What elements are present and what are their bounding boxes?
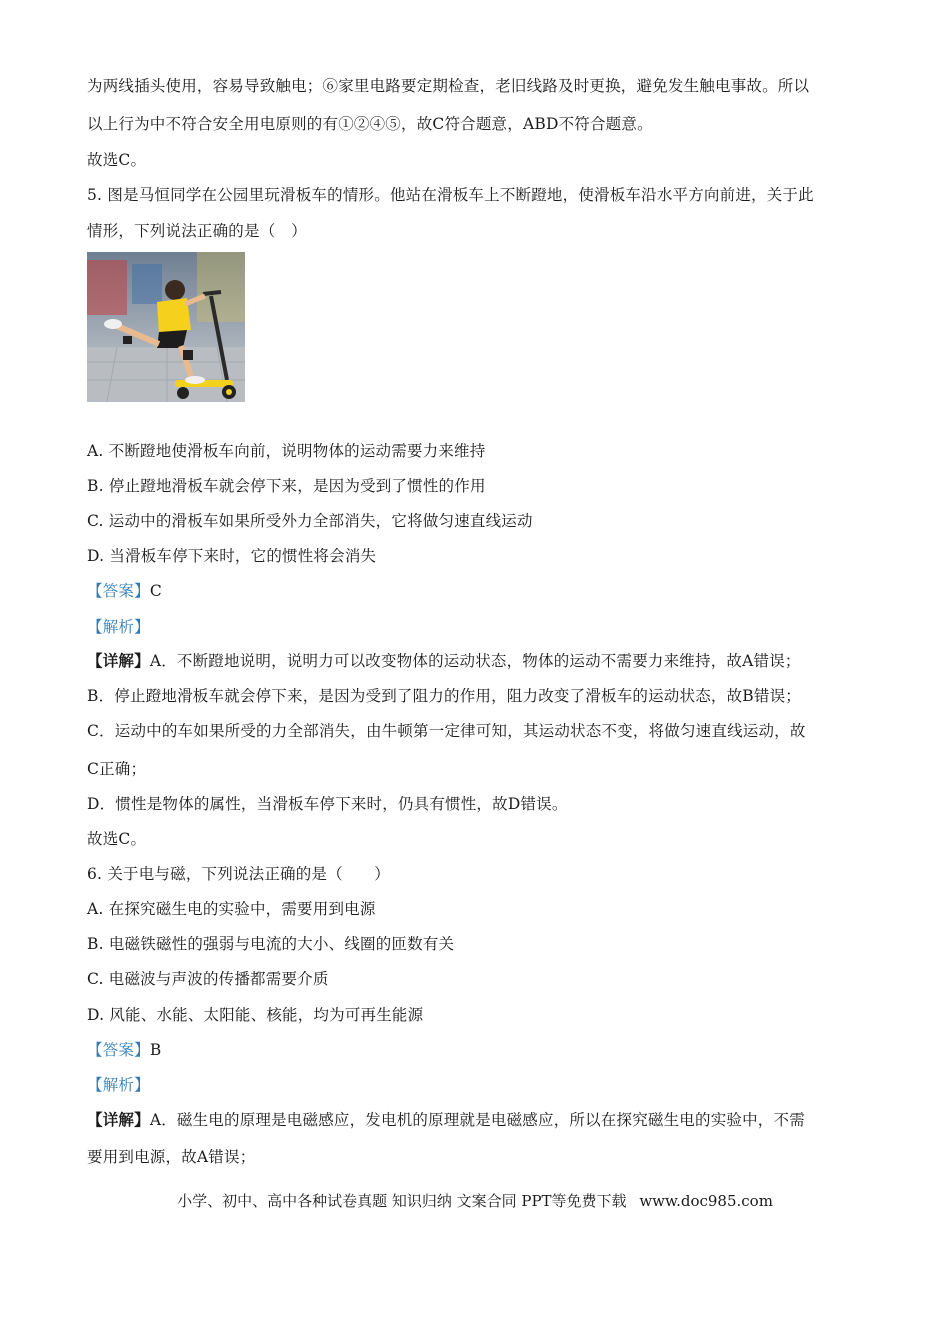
text-line: 为两线插头使用，容易导致触电；⑥家里电路要定期检查，老旧线路及时更换，避免发生触电事故。所以 — [87, 77, 810, 95]
conclusion-line: 故选C。 — [87, 830, 147, 848]
detail-tag: 【详解】 — [87, 1110, 150, 1129]
explanation-line: B．停止蹬地滑板车就会停下来，是因为受到了阻力的作用，阻力改变了滑板车的运动状态，故B错误； — [87, 687, 801, 705]
detail-tag: 【详解】 — [87, 651, 150, 670]
option-a: A. 在探究磁生电的实验中，需要用到电源 — [87, 900, 376, 918]
question-6-stem: 6. 关于电与磁，下列说法正确的是（ ） — [87, 865, 390, 883]
answer-value: C — [149, 582, 162, 600]
explanation-text: A．不断蹬地说明，说明力可以改变物体的运动状态，物体的运动不需要力来维持，故A错误； — [149, 652, 801, 670]
explanation-line: C正确； — [87, 760, 147, 778]
explanation-line: 要用到电源，故A错误； — [87, 1148, 256, 1166]
explanation-line: C．运动中的车如果所受的力全部消失，由牛顿第一定律可知，其运动状态不变，将做匀速直线运动，故 — [87, 722, 806, 740]
option-d: D. 当滑板车停下来时，它的惯性将会消失 — [87, 547, 377, 565]
page-footer — [0, 1191, 950, 1211]
option-a: A. 不断蹬地使滑板车向前，说明物体的运动需要力来维持 — [87, 442, 486, 460]
question-5-stem: 5. 图是马恒同学在公园里玩滑板车的情形。他站在滑板车上不断蹬地，使滑板车沿水平方向前进，关于此 — [87, 186, 814, 204]
scooter-photo — [87, 252, 245, 402]
explanation-line — [87, 651, 801, 671]
option-d: D. 风能、水能、太阳能、核能，均为可再生能源 — [87, 1006, 424, 1024]
analysis-tag: 【解析】 — [87, 618, 150, 636]
text-line: 故选C。 — [87, 151, 147, 169]
analysis-tag: 【解析】 — [87, 1076, 150, 1094]
option-b: B. 停止蹬地滑板车就会停下来，是因为受到了惯性的作用 — [87, 477, 486, 495]
answer-tag: 【答案】 — [87, 1041, 150, 1059]
explanation-line — [87, 1110, 805, 1130]
option-c: C. 运动中的滑板车如果所受外力全部消失，它将做匀速直线运动 — [87, 512, 533, 530]
answer-5 — [87, 581, 162, 601]
footer-text: 小学、初中、高中各种试卷真题 知识归纳 文案合同 PPT等免费下载 — [177, 1192, 627, 1210]
explanation-line: D．惯性是物体的属性，当滑板车停下来时，仍具有惯性，故D错误。 — [87, 795, 568, 813]
footer-url[interactable]: www.doc985.com — [639, 1192, 773, 1210]
question-5-stem-cont: 情形，下列说法正确的是（ ） — [87, 222, 307, 240]
explanation-text: A．磁生电的原理是电磁感应，发电机的原理就是电磁感应，所以在探究磁生电的实验中，不需 — [149, 1111, 805, 1129]
scooter-illustration — [87, 252, 245, 402]
answer-tag: 【答案】 — [87, 582, 150, 600]
answer-value: B — [149, 1041, 162, 1059]
text-line: 以上行为中不符合安全用电原则的有①②④⑤，故C符合题意，ABD不符合题意。 — [87, 115, 653, 133]
answer-6 — [87, 1040, 161, 1060]
option-c: C. 电磁波与声波的传播都需要介质 — [87, 970, 329, 988]
option-b: B. 电磁铁磁性的强弱与电流的大小、线圈的匝数有关 — [87, 935, 455, 953]
